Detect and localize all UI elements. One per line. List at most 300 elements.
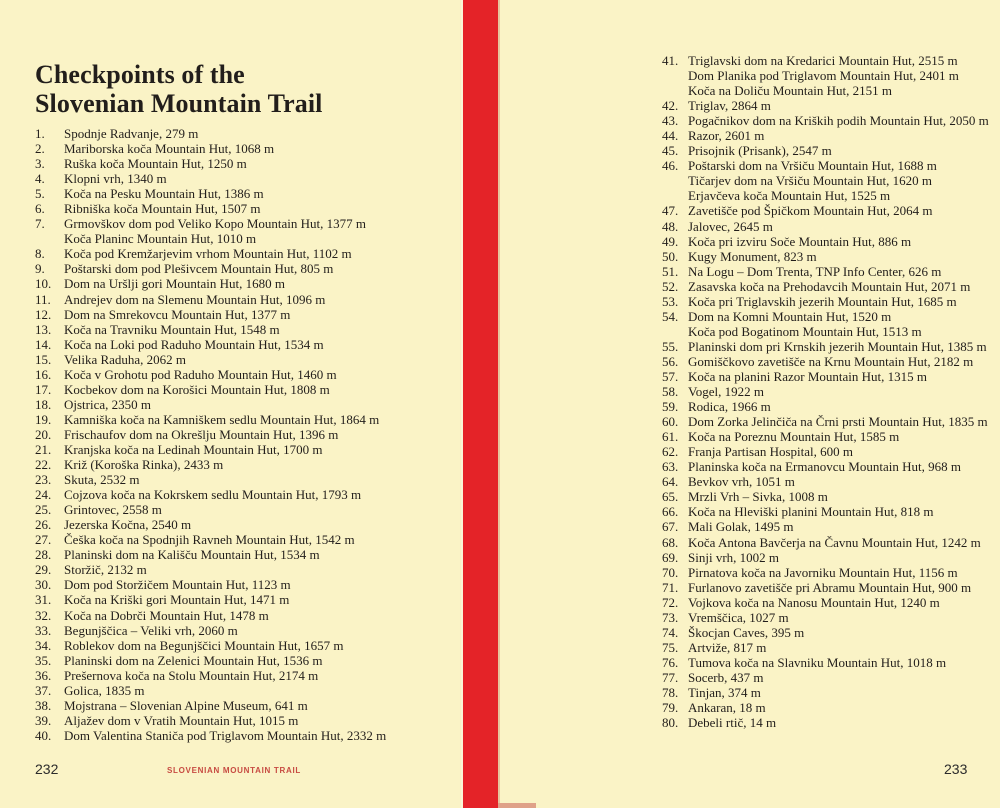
checkpoint-item	[662, 685, 997, 700]
checkpoint-text	[688, 219, 997, 234]
checkpoint-number: 45.	[662, 143, 679, 159]
checkpoint-item	[35, 608, 475, 623]
checkpoint-item	[662, 519, 997, 534]
checkpoint-item	[662, 98, 997, 113]
checkpoint-text	[688, 264, 997, 279]
checkpoint-line: Razor, 2601 m	[688, 128, 765, 144]
checkpoint-number: 78.	[662, 684, 679, 700]
checkpoint-item	[662, 459, 997, 474]
checkpoint-item	[35, 397, 475, 412]
checkpoint-text	[64, 201, 475, 216]
checkpoint-line: Koča na Loki pod Raduho Mountain Hut, 1534 m	[64, 336, 324, 352]
checkpoint-item	[35, 457, 475, 472]
checkpoint-item	[662, 158, 997, 203]
checkpoint-text	[64, 653, 475, 668]
checkpoint-line: Franja Partisan Hospital, 600 m	[688, 444, 854, 460]
checkpoint-line: Rodica, 1966 m	[688, 399, 771, 415]
checkpoint-number: 53.	[662, 293, 679, 309]
checkpoint-text	[64, 397, 475, 412]
checkpoint-item	[662, 384, 997, 399]
checkpoint-text	[64, 382, 475, 397]
checkpoint-item	[35, 653, 475, 668]
checkpoint-number: 11.	[35, 291, 51, 307]
checkpoint-item	[662, 504, 997, 519]
checkpoint-number: 9.	[35, 261, 45, 277]
checkpoint-line: Planinska koča na Ermanovcu Mountain Hut, 968 m	[688, 459, 961, 475]
checkpoint-text	[688, 519, 997, 534]
checkpoint-item	[35, 683, 475, 698]
checkpoint-text	[64, 457, 475, 472]
checkpoint-line: Dom na Komni Mountain Hut, 1520 m	[688, 308, 892, 324]
checkpoint-item	[35, 728, 475, 743]
checkpoint-text	[688, 444, 997, 459]
checkpoint-number: 60.	[662, 414, 679, 430]
checkpoint-item	[35, 141, 475, 156]
checkpoint-text	[64, 577, 475, 592]
checkpoint-item	[35, 532, 475, 547]
checkpoint-list-right	[662, 53, 997, 730]
checkpoint-line: Planinski dom na Kališču Mountain Hut, 1534 m	[64, 547, 320, 563]
checkpoint-number: 15.	[35, 351, 52, 367]
checkpoint-text	[64, 307, 475, 322]
checkpoint-item	[35, 171, 475, 186]
checkpoint-text	[688, 625, 997, 640]
checkpoint-line: Koča pod Kremžarjevim vrhom Mountain Hut, 1102 m	[64, 246, 352, 262]
checkpoint-text	[64, 141, 475, 156]
checkpoint-line: Grintovec, 2558 m	[64, 502, 162, 518]
checkpoint-item	[662, 625, 997, 640]
checkpoint-line: Sinji vrh, 1002 m	[688, 549, 780, 565]
checkpoint-text	[64, 442, 475, 457]
checkpoint-number: 23.	[35, 472, 52, 488]
checkpoint-line: Ankaran, 18 m	[688, 700, 766, 716]
checkpoint-line: Kranjska koča na Ledinah Mountain Hut, 1700 m	[64, 441, 323, 457]
checkpoint-number: 63.	[662, 459, 679, 475]
checkpoint-text	[64, 126, 475, 141]
checkpoint-item	[35, 623, 475, 638]
checkpoint-number: 54.	[662, 308, 679, 324]
checkpoint-line: Koča v Grohotu pod Raduho Mountain Hut, 1460 m	[64, 366, 337, 382]
checkpoint-text	[688, 98, 997, 113]
checkpoint-text	[688, 504, 997, 519]
checkpoint-text	[64, 186, 475, 201]
checkpoint-item	[35, 246, 475, 261]
checkpoint-number: 36.	[35, 667, 52, 683]
checkpoint-list-left	[35, 126, 475, 743]
checkpoint-item	[35, 638, 475, 653]
checkpoint-line: Ruška koča Mountain Hut, 1250 m	[64, 156, 247, 172]
checkpoint-line: Frischaufov dom na Okrešlju Mountain Hut, 1396 m	[64, 426, 339, 442]
checkpoint-item	[35, 517, 475, 532]
checkpoint-text	[688, 294, 997, 309]
checkpoint-line: Tumova koča na Slavniku Mountain Hut, 1018 m	[688, 654, 947, 670]
checkpoint-number: 67.	[662, 519, 679, 535]
checkpoint-item	[35, 562, 475, 577]
checkpoint-text	[64, 728, 475, 743]
checkpoint-item	[662, 203, 997, 218]
checkpoint-line: Tinjan, 374 m	[688, 684, 761, 700]
checkpoint-text	[688, 234, 997, 249]
checkpoint-item	[662, 264, 997, 279]
checkpoint-number: 41.	[662, 53, 679, 68]
checkpoint-item	[35, 577, 475, 592]
checkpoint-number: 44.	[662, 128, 679, 144]
checkpoint-line: Škocjan Caves, 395 m	[688, 624, 805, 640]
checkpoint-line: Vogel, 1922 m	[688, 384, 764, 400]
checkpoint-line: Koča na Kriški gori Mountain Hut, 1471 m	[64, 592, 290, 608]
checkpoint-item	[35, 261, 475, 276]
checkpoint-text	[688, 550, 997, 565]
checkpoint-line: Vremščica, 1027 m	[688, 609, 789, 625]
checkpoint-number: 17.	[35, 381, 52, 397]
checkpoint-line: Cojzova koča na Kokrskem sedlu Mountain Hut, 1793 m	[64, 487, 362, 503]
checkpoint-item	[662, 565, 997, 580]
checkpoint-item	[662, 219, 997, 234]
checkpoint-text	[64, 352, 475, 367]
checkpoint-line: Dom Planika pod Triglavom Mountain Hut, 2401 m	[688, 68, 959, 84]
checkpoint-number: 18.	[35, 396, 52, 412]
checkpoint-line: Križ (Koroška Rinka), 2433 m	[64, 457, 224, 473]
checkpoint-line: Triglavski dom na Kredarici Mountain Hut, 2515 m	[688, 53, 958, 68]
checkpoint-text	[688, 595, 997, 610]
checkpoint-line: Roblekov dom na Begunjščici Mountain Hut, 1657 m	[64, 637, 344, 653]
checkpoint-number: 5.	[35, 186, 45, 202]
checkpoint-number: 31.	[35, 592, 52, 608]
checkpoint-line: Tičarjev dom na Vršiču Mountain Hut, 1620 m	[688, 173, 933, 189]
checkpoint-line: Koča na Dobrči Mountain Hut, 1478 m	[64, 607, 269, 623]
page-title-line-1: Checkpoints of the	[35, 60, 245, 89]
checkpoint-number: 66.	[662, 504, 679, 520]
checkpoint-text	[64, 337, 475, 352]
checkpoint-text	[64, 487, 475, 502]
checkpoint-number: 2.	[35, 141, 45, 157]
checkpoint-text	[64, 367, 475, 382]
checkpoint-text	[64, 322, 475, 337]
page-title-line-2: Slovenian Mountain Trail	[35, 89, 323, 118]
checkpoint-line: Kocbekov dom na Korošici Mountain Hut, 1808 m	[64, 381, 330, 397]
checkpoint-item	[662, 414, 997, 429]
checkpoint-line: Prisojnik (Prisank), 2547 m	[688, 143, 832, 159]
checkpoint-text	[64, 698, 475, 713]
checkpoint-number: 21.	[35, 441, 52, 457]
checkpoint-number: 61.	[662, 429, 679, 445]
checkpoint-text	[64, 261, 475, 276]
checkpoint-line: Mali Golak, 1495 m	[688, 519, 794, 535]
checkpoint-line: Triglav, 2864 m	[688, 98, 771, 114]
checkpoint-text	[64, 608, 475, 623]
checkpoint-text	[64, 246, 475, 261]
checkpoint-item	[662, 249, 997, 264]
running-footer: SLOVENIAN MOUNTAIN TRAIL	[167, 766, 301, 775]
checkpoint-text	[64, 171, 475, 186]
checkpoint-number: 59.	[662, 399, 679, 415]
checkpoint-item	[35, 186, 475, 201]
checkpoint-text	[64, 427, 475, 442]
checkpoint-number: 69.	[662, 549, 679, 565]
checkpoint-number: 26.	[35, 517, 52, 533]
checkpoint-line: Planinski dom na Zelenici Mountain Hut, 1536 m	[64, 652, 323, 668]
page-title	[35, 60, 465, 118]
checkpoint-number: 24.	[35, 487, 52, 503]
checkpoint-number: 27.	[35, 532, 52, 548]
checkpoint-number: 4.	[35, 171, 45, 187]
checkpoint-line: Koča na Pesku Mountain Hut, 1386 m	[64, 186, 264, 202]
checkpoint-item	[35, 547, 475, 562]
checkpoint-number: 71.	[662, 579, 679, 595]
checkpoint-number: 19.	[35, 411, 52, 427]
checkpoint-line: Koča na Hleviški planini Mountain Hut, 818 m	[688, 504, 934, 520]
checkpoint-number: 38.	[35, 697, 52, 713]
checkpoint-line: Poštarski dom pod Plešivcem Mountain Hut, 805 m	[64, 261, 334, 277]
checkpoint-line: Furlanovo zavetišče pri Abramu Mountain Hut, 900 m	[688, 579, 972, 595]
checkpoint-line: Erjavčeva koča Mountain Hut, 1525 m	[688, 188, 891, 204]
checkpoint-text	[64, 517, 475, 532]
checkpoint-text	[688, 610, 997, 625]
checkpoint-text	[64, 683, 475, 698]
checkpoint-text	[688, 113, 997, 128]
checkpoint-text	[688, 715, 997, 730]
checkpoint-item	[35, 698, 475, 713]
checkpoint-line: Vojkova koča na Nanosu Mountain Hut, 1240 m	[688, 594, 940, 610]
checkpoint-text	[688, 685, 997, 700]
checkpoint-number: 13.	[35, 321, 52, 337]
checkpoint-number: 20.	[35, 426, 52, 442]
checkpoint-number: 55.	[662, 338, 679, 354]
checkpoint-number: 73.	[662, 609, 679, 625]
checkpoint-line: Dom na Smrekovcu Mountain Hut, 1377 m	[64, 306, 291, 322]
checkpoint-text	[64, 532, 475, 547]
checkpoint-line: Mariborska koča Mountain Hut, 1068 m	[64, 141, 275, 157]
checkpoint-item	[662, 715, 997, 730]
checkpoint-number: 10.	[35, 276, 52, 292]
checkpoint-text	[688, 414, 997, 429]
checkpoint-item	[662, 655, 997, 670]
checkpoint-item	[662, 550, 997, 565]
checkpoint-line: Begunjščica – Veliki vrh, 2060 m	[64, 622, 238, 638]
checkpoint-text	[688, 459, 997, 474]
page-edge-strip	[498, 803, 536, 808]
checkpoint-text	[688, 670, 997, 685]
checkpoint-item	[662, 670, 997, 685]
checkpoint-number: 46.	[662, 158, 679, 174]
checkpoint-number: 68.	[662, 534, 679, 550]
checkpoint-text	[688, 53, 997, 98]
checkpoint-text	[688, 309, 997, 339]
checkpoint-text	[688, 580, 997, 595]
checkpoint-item	[35, 412, 475, 427]
checkpoint-text	[688, 128, 997, 143]
checkpoint-number: 76.	[662, 654, 679, 670]
checkpoint-line: Spodnje Radvanje, 279 m	[64, 126, 199, 141]
checkpoint-text	[688, 384, 997, 399]
checkpoint-item	[662, 143, 997, 158]
checkpoint-text	[688, 158, 997, 203]
checkpoint-item	[662, 399, 997, 414]
checkpoint-item	[35, 592, 475, 607]
checkpoint-line: Prešernova koča na Stolu Mountain Hut, 2174 m	[64, 667, 319, 683]
checkpoint-line: Planinski dom pri Krnskih jezerih Mountain Hut, 1385 m	[688, 338, 987, 354]
checkpoint-number: 14.	[35, 336, 52, 352]
checkpoint-number: 48.	[662, 218, 679, 234]
checkpoint-number: 39.	[35, 712, 52, 728]
checkpoint-item	[662, 535, 997, 550]
checkpoint-number: 58.	[662, 384, 679, 400]
checkpoint-number: 62.	[662, 444, 679, 460]
checkpoint-number: 8.	[35, 246, 45, 262]
checkpoint-item	[35, 337, 475, 352]
checkpoint-number: 22.	[35, 457, 52, 473]
checkpoint-text	[688, 429, 997, 444]
checkpoint-line: Poštarski dom na Vršiču Mountain Hut, 1688 m	[688, 158, 937, 174]
checkpoint-item	[662, 354, 997, 369]
checkpoint-number: 52.	[662, 278, 679, 294]
checkpoint-number: 37.	[35, 682, 52, 698]
checkpoint-item	[662, 279, 997, 294]
checkpoint-item	[662, 128, 997, 143]
checkpoint-item	[35, 502, 475, 517]
checkpoint-item	[662, 294, 997, 309]
checkpoint-item	[35, 352, 475, 367]
checkpoint-text	[688, 279, 997, 294]
checkpoint-number: 49.	[662, 233, 679, 249]
checkpoint-item	[662, 309, 997, 339]
checkpoint-item	[35, 216, 475, 246]
checkpoint-number: 32.	[35, 607, 52, 623]
checkpoint-number: 72.	[662, 594, 679, 610]
checkpoint-text	[64, 276, 475, 291]
checkpoint-item	[662, 369, 997, 384]
checkpoint-text	[64, 638, 475, 653]
checkpoint-number: 25.	[35, 502, 52, 518]
checkpoint-line: Bevkov vrh, 1051 m	[688, 474, 795, 490]
checkpoint-number: 56.	[662, 353, 679, 369]
checkpoint-item	[35, 442, 475, 457]
checkpoint-number: 35.	[35, 652, 52, 668]
checkpoint-number: 79.	[662, 700, 679, 716]
checkpoint-item	[662, 444, 997, 459]
checkpoint-line: Dom Valentina Staniča pod Triglavom Mountain Hut, 2332 m	[64, 727, 387, 743]
checkpoint-line: Kugy Monument, 823 m	[688, 248, 817, 264]
checkpoint-line: Zasavska koča na Prehodavcih Mountain Hut, 2071 m	[688, 278, 971, 294]
checkpoint-number: 7.	[35, 216, 45, 232]
checkpoint-text	[688, 339, 997, 354]
checkpoint-item	[35, 668, 475, 683]
checkpoint-text	[64, 156, 475, 171]
checkpoint-text	[64, 412, 475, 427]
checkpoint-text	[688, 640, 997, 655]
checkpoint-item	[662, 429, 997, 444]
checkpoint-line: Dom na Uršlji gori Mountain Hut, 1680 m	[64, 276, 285, 292]
checkpoint-line: Koča na planini Razor Mountain Hut, 1315 m	[688, 368, 928, 384]
checkpoint-item	[662, 640, 997, 655]
checkpoint-text	[688, 354, 997, 369]
checkpoint-line: Mrzli Vrh – Sivka, 1008 m	[688, 489, 828, 505]
checkpoint-number: 64.	[662, 474, 679, 490]
checkpoint-line: Dom Zorka Jelinčiča na Črni prsti Mountain Hut, 1835 m	[688, 414, 988, 430]
checkpoint-number: 70.	[662, 564, 679, 580]
checkpoint-item	[662, 113, 997, 128]
checkpoint-text	[688, 655, 997, 670]
checkpoint-item	[35, 307, 475, 322]
checkpoint-text	[688, 535, 997, 550]
checkpoint-line: Mojstrana – Slovenian Alpine Museum, 641 m	[64, 697, 308, 713]
checkpoint-item	[35, 156, 475, 171]
checkpoint-item	[35, 382, 475, 397]
checkpoint-line: Socerb, 437 m	[688, 669, 764, 685]
checkpoint-line: Dom pod Storžičem Mountain Hut, 1123 m	[64, 577, 291, 593]
checkpoint-text	[64, 216, 475, 246]
checkpoint-line: Jalovec, 2645 m	[688, 218, 773, 234]
checkpoint-number: 77.	[662, 669, 679, 685]
checkpoint-number: 33.	[35, 622, 52, 638]
checkpoint-item	[35, 367, 475, 382]
checkpoint-item	[35, 487, 475, 502]
checkpoint-item	[35, 322, 475, 337]
checkpoint-text	[688, 249, 997, 264]
checkpoint-item	[662, 474, 997, 489]
checkpoint-number: 42.	[662, 98, 679, 114]
checkpoint-line: Kamniška koča na Kamniškem sedlu Mountain Hut, 1864 m	[64, 411, 380, 427]
checkpoint-item	[35, 276, 475, 291]
checkpoint-line: Ojstrica, 2350 m	[64, 396, 152, 412]
checkpoint-number: 51.	[662, 263, 679, 279]
checkpoint-line: Na Logu – Dom Trenta, TNP Info Center, 626 m	[688, 263, 942, 279]
checkpoint-text	[688, 700, 997, 715]
checkpoint-item	[35, 126, 475, 141]
checkpoint-number: 50.	[662, 248, 679, 264]
checkpoint-number: 75.	[662, 639, 679, 655]
checkpoint-number: 16.	[35, 366, 52, 382]
checkpoint-number: 1.	[35, 126, 45, 141]
page-number-left: 232	[35, 761, 59, 777]
checkpoint-line: Artviže, 817 m	[688, 639, 767, 655]
checkpoint-line: Koča na Doliču Mountain Hut, 2151 m	[688, 83, 892, 99]
checkpoint-number: 30.	[35, 577, 52, 593]
checkpoint-line: Grmovškov dom pod Veliko Kopo Mountain Hut, 1377 m	[64, 216, 367, 232]
checkpoint-line: Koča pri izviru Soče Mountain Hut, 886 m	[688, 233, 912, 249]
checkpoint-line: Koča Antona Bavčerja na Čavnu Mountain Hut, 1242 m	[688, 534, 981, 550]
checkpoint-line: Klopni vrh, 1340 m	[64, 171, 167, 187]
checkpoint-line: Koča Planinc Mountain Hut, 1010 m	[64, 231, 257, 247]
checkpoint-line: Velika Raduha, 2062 m	[64, 351, 187, 367]
checkpoint-text	[688, 203, 997, 218]
checkpoint-item	[662, 53, 997, 98]
checkpoint-line: Koča na Travniku Mountain Hut, 1548 m	[64, 321, 280, 337]
checkpoint-text	[688, 399, 997, 414]
checkpoint-item	[35, 427, 475, 442]
checkpoint-line: Jezerska Kočna, 2540 m	[64, 517, 192, 533]
checkpoint-line: Pirnatova koča na Javorniku Mountain Hut, 1156 m	[688, 564, 958, 580]
checkpoint-line: Koča na Poreznu Mountain Hut, 1585 m	[688, 429, 900, 445]
checkpoint-number: 28.	[35, 547, 52, 563]
checkpoint-line: Ribniška koča Mountain Hut, 1507 m	[64, 201, 261, 217]
checkpoint-line: Pogačnikov dom na Kriških podih Mountain Hut, 2050 m	[688, 113, 989, 129]
checkpoint-number: 57.	[662, 368, 679, 384]
checkpoint-number: 74.	[662, 624, 679, 640]
checkpoint-text	[688, 143, 997, 158]
checkpoint-number: 40.	[35, 727, 52, 743]
checkpoint-text	[64, 292, 475, 307]
checkpoint-item	[35, 713, 475, 728]
checkpoint-text	[688, 565, 997, 580]
checkpoint-line: Koča pri Triglavskih jezerih Mountain Hut, 1685 m	[688, 293, 957, 309]
checkpoint-line: Aljažev dom v Vratih Mountain Hut, 1015 m	[64, 712, 299, 728]
checkpoint-line: Storžič, 2132 m	[64, 562, 147, 578]
checkpoint-item	[35, 292, 475, 307]
checkpoint-number: 6.	[35, 201, 45, 217]
checkpoint-line: Koča pod Bogatinom Mountain Hut, 1513 m	[688, 323, 922, 339]
checkpoint-number: 43.	[662, 113, 679, 129]
